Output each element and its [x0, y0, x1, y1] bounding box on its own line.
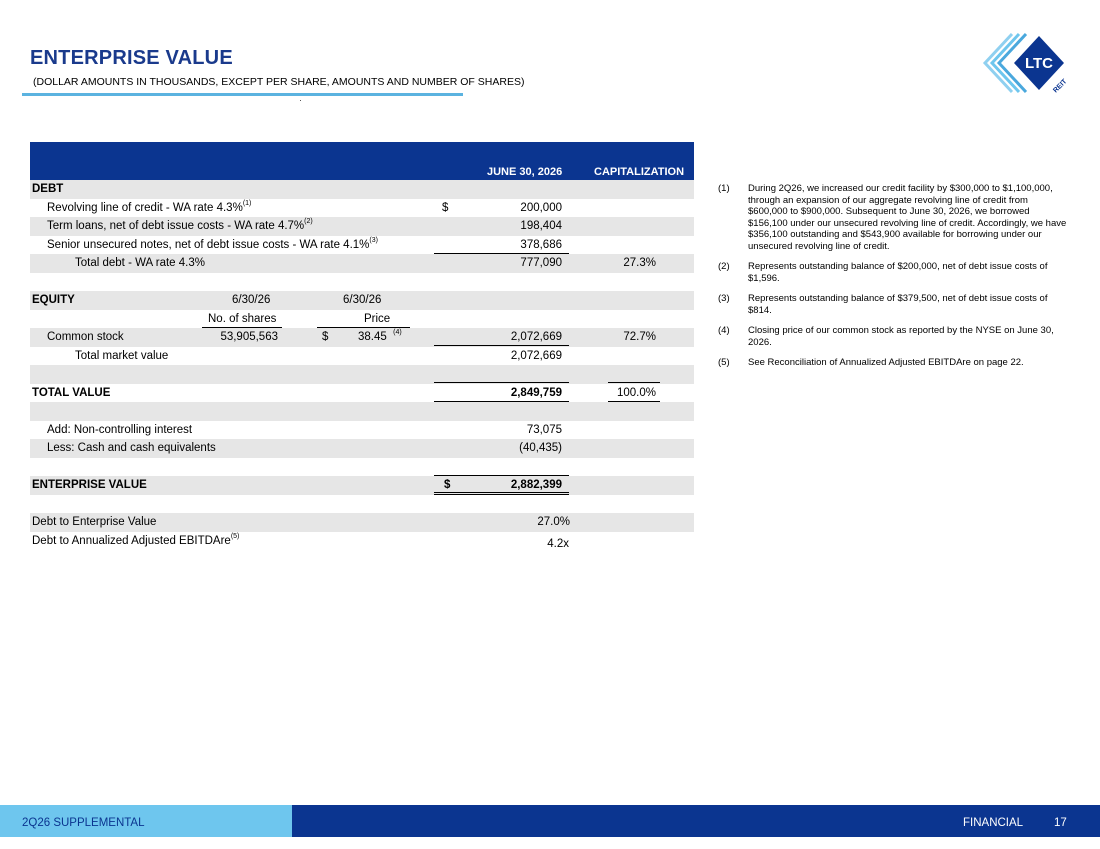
footnote-4: (4) Closing price of our common stock as reported by the NYSE on June 30, 2026.	[718, 325, 1054, 348]
logo-sub: REIT	[1052, 78, 1069, 94]
table-row	[30, 254, 694, 273]
footnote-1: (1) During 2Q26, we increased our credit facility by $300,000 to $1,100,000, through an expansion of our aggregate revolving line of credit from $600,000 to $900,000. Subsequent to June 30, 2026, we borrowed $156,100 under our unsecured revolving line of credit. Accordingly, we have $356,100 outstanding and $543,900 available for borrowing under our unsecured revolving line of credit.	[718, 183, 1067, 252]
dollar-sign: $	[444, 479, 451, 491]
title-rule	[22, 93, 463, 96]
table-row-spacer	[30, 402, 694, 421]
table-row-spacer	[30, 365, 694, 384]
row-label: Total market value	[75, 349, 169, 362]
row-label: Common stock	[47, 331, 124, 343]
total-value-label: TOTAL VALUE	[32, 386, 111, 399]
page-title: ENTERPRISE VALUE	[30, 47, 233, 69]
row-label: Debt to Annualized Adjusted EBITDAre$^{(5)}$	[32, 532, 240, 547]
enterprise-value-table	[30, 142, 694, 550]
table-row	[30, 532, 694, 551]
dollar-sign: $	[442, 201, 449, 214]
row-label: Revolving line of credit - WA rate 4.3%$^{(1)}$	[47, 199, 252, 214]
footnotes	[718, 183, 1068, 378]
shares-value: 53,905,563	[220, 331, 278, 343]
total-value-cap: 100.0%	[616, 386, 656, 399]
table-row-spacer	[30, 495, 694, 514]
page-subtitle: (DOLLAR AMOUNTS IN THOUSANDS, EXCEPT PER SHARE, AMOUNTS AND NUMBER OF SHARES)	[33, 76, 525, 88]
row-amount: 198,404	[520, 220, 562, 232]
table-row	[30, 384, 694, 403]
logo-text: LTC	[1024, 55, 1054, 72]
footer-supplemental: 2Q26 SUPPLEMENTAL	[22, 817, 145, 829]
table-row	[30, 476, 694, 495]
footnote-2: (2) Represents outstanding balance of $200,000, net of debt issue costs of $1,596.	[718, 261, 1048, 284]
row-amount: (40,435)	[519, 442, 562, 454]
row-amount: 73,075	[526, 423, 562, 436]
price-value: 38.45 $^{(4)}$	[358, 329, 402, 343]
total-value-amount: 2,849,759	[510, 386, 562, 399]
table-row	[30, 328, 694, 347]
equity-heading: EQUITY	[32, 294, 75, 306]
row-amount: 2,072,669	[510, 349, 562, 362]
footnote-5: (5) See Reconciliation of Annualized Adjusted EBITDAre on page 22.	[718, 357, 1024, 368]
footnote-3: (3) Represents outstanding balance of $379,500, net of debt issue costs of $814.	[718, 293, 1048, 316]
table-row-spacer	[30, 273, 694, 292]
row-amount: 2,072,669	[510, 331, 562, 343]
row-label: Total debt - WA rate 4.3%	[75, 257, 205, 269]
row-cap: 72.7%	[623, 331, 656, 343]
ev-amount: 2,882,399	[510, 479, 562, 491]
table-row-spacer	[30, 458, 694, 477]
row-amount: 777,090	[520, 257, 562, 269]
shares-label: No. of shares	[208, 312, 277, 325]
page-number: 17	[1054, 817, 1067, 829]
table-row	[30, 347, 694, 366]
row-label: Senior unsecured notes, net of debt issue costs - WA rate 4.1%$^{(3)}$	[47, 236, 378, 251]
table-row	[30, 199, 694, 218]
row-label: Term loans, net of debt issue costs - WA rate 4.7%$^{(2)}$	[47, 218, 313, 232]
table-header	[30, 142, 694, 180]
col-date-header: JUNE 30, 2026	[487, 166, 563, 178]
dollar-sign: $	[322, 331, 329, 343]
table-row	[30, 236, 694, 255]
equity-date-1: 6/30/26	[232, 294, 271, 306]
table-row	[30, 180, 694, 199]
row-amount: 378,686	[520, 238, 562, 251]
equity-date-2: 6/30/26	[343, 294, 382, 306]
table-row	[30, 421, 694, 440]
col-cap-header: CAPITALIZATION	[594, 166, 685, 178]
row-label: Debt to Enterprise Value	[32, 516, 157, 528]
table-row	[30, 217, 694, 236]
page-footer	[0, 805, 1100, 837]
row-amount: 27.0%	[537, 516, 570, 528]
price-label: Price	[364, 312, 391, 325]
table-row	[30, 513, 694, 532]
table-row	[30, 439, 694, 458]
row-cap: 27.3%	[623, 257, 656, 269]
ltc-logo	[982, 32, 1072, 94]
table-row	[30, 310, 694, 329]
debt-heading: DEBT	[32, 183, 64, 195]
row-amount: 200,000	[520, 201, 562, 214]
stray-dot	[300, 100, 301, 101]
row-label: Less: Cash and cash equivalents	[47, 442, 216, 454]
footer-section: FINANCIAL	[963, 817, 1024, 829]
row-amount: 4.2x	[547, 537, 569, 550]
ev-label: ENTERPRISE VALUE	[32, 479, 147, 491]
table-row	[30, 291, 694, 310]
double-underline	[434, 492, 569, 493]
row-label: Add: Non-controlling interest	[47, 423, 193, 436]
